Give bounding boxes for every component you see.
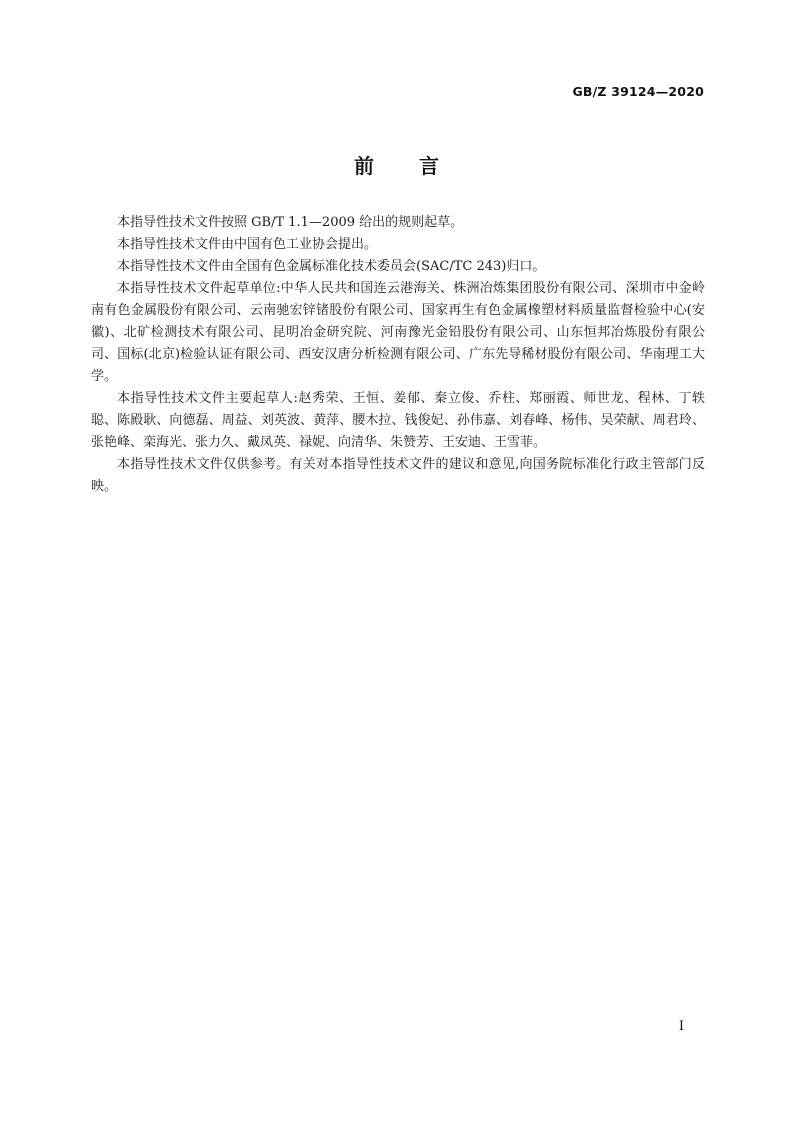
paragraph-drafting-rules: 本指导性技术文件按照 GB/T 1.1—2009 给出的规则起草。 [117, 215, 464, 230]
paragraph-main-drafters: 本指导性技术文件主要起草人:赵秀荣、王恒、姜郁、秦立俊、乔柱、郑丽霞、师世龙、程林、丁轶聪、陈殿耿、向德磊、周益、刘英波、黄萍、腰木拉、钱俊妃、孙伟嘉、刘春峰、杨伟、吴荣献、周君玲、张艳峰、栾海光、张力久、戴凤英、禄妮、向清华、朱赞芳、王安迪、王雪菲。 [91, 391, 705, 450]
page-title [0, 150, 794, 179]
title-part-1: 前 [354, 154, 375, 178]
page-number: I [678, 1019, 684, 1034]
title-part-2: 言 [419, 154, 440, 178]
paragraph-proposer: 本指导性技术文件由中国有色工业协会提出。 [117, 237, 378, 252]
paragraph-administrator: 本指导性技术文件由全国有色金属标准化技术委员会(SAC/TC 243)归口。 [117, 259, 546, 274]
paragraph-drafting-units: 本指导性技术文件起草单位:中华人民共和国连云港海关、株洲冶炼集团股份有限公司、深圳市中金岭南有色金属股份有限公司、云南驰宏锌锗股份有限公司、国家再生有色金属橡塑材料质量监督检验中心(安徽)、北矿检测技术有限公司、昆明冶金研究院、河南豫光金铅股份有限公司、山东恒邦冶炼股份有限公司、国标(北京)检验认证有限公司、西安汉唐分析检测有限公司、广东先导稀材股份有限公司、华南理工大学。 [91, 281, 705, 384]
foreword-body [91, 212, 705, 498]
document-code: GB/Z 39124—2020 [572, 84, 704, 99]
paragraph-reference-note: 本指导性技术文件仅供参考。有关对本指导性技术文件的建议和意见,向国务院标准化行政主管部门反映。 [91, 457, 705, 494]
